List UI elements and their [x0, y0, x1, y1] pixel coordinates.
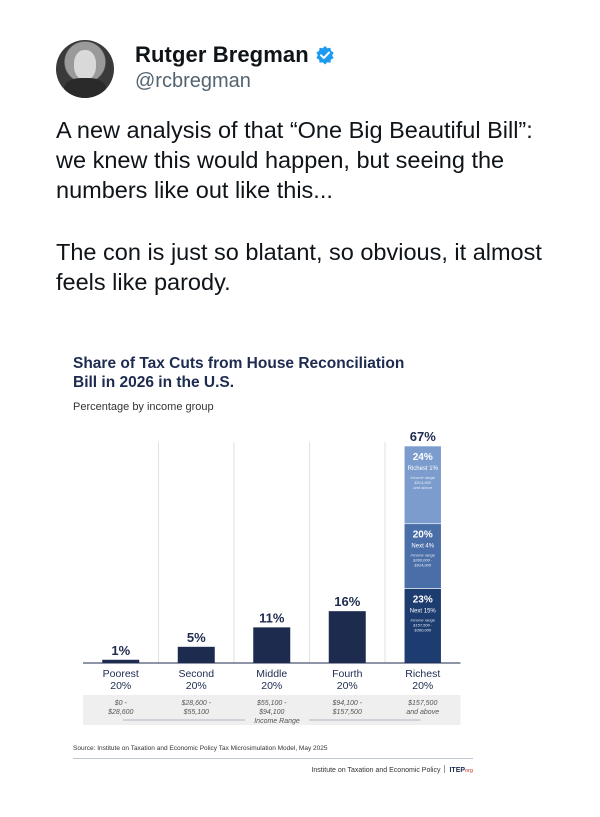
income-range-line: and above	[406, 709, 440, 716]
segment-group-label: Richest 1%	[407, 466, 438, 472]
segment-range-line: $914,900	[414, 562, 432, 568]
income-range-line: $28,600 -	[181, 700, 212, 707]
category-label: Middle	[256, 668, 288, 680]
bar-chart	[73, 350, 493, 740]
segment-range-line: and above	[413, 485, 433, 490]
segment-group-label: Next 4%	[411, 543, 435, 550]
footer-brand	[311, 765, 473, 774]
category-share-label: 20%	[412, 680, 434, 692]
bar-value-label: 16%	[334, 594, 361, 610]
category-share-label: 20%	[185, 680, 207, 692]
chart-title-line-2: Bill in 2026 in the U.S.	[73, 374, 235, 391]
category-label: Second	[178, 668, 215, 680]
tweet-text	[56, 115, 556, 297]
bar-value-label: 1%	[111, 642, 131, 658]
income-range-line: $28,600	[108, 709, 134, 716]
tweet-paragraph-2: The con is just so blatant, so obvious, it almost feels like parody.	[56, 239, 542, 295]
income-range-label: Income Range	[254, 718, 300, 725]
bar-value-label: 5%	[186, 629, 206, 645]
itep-logo-suffix: org	[465, 768, 473, 774]
footer-separator	[444, 765, 445, 773]
bar-second	[178, 647, 215, 663]
category-share-label: 20%	[110, 680, 132, 692]
segment-group-label: Next 15%	[409, 608, 436, 615]
segment-range-line: $360,000	[414, 627, 432, 633]
tweet-paragraph-1: A new analysis of that “One Big Beautiful Bill”: we knew this would happen, but seeing the numbers like out like this...	[56, 117, 533, 203]
verified-badge-icon	[315, 45, 335, 65]
avatar[interactable]	[56, 40, 114, 98]
income-range-line: $157,500	[408, 700, 438, 707]
itep-logo: ITEP	[449, 767, 466, 774]
segment-range-caption: Income range	[410, 475, 435, 480]
segment-value-label: 20%	[412, 529, 433, 541]
income-range-line: $55,100 -	[256, 700, 287, 707]
segment-range-caption: Income range	[410, 552, 435, 558]
bar-value-label: 11%	[259, 610, 285, 626]
segment-value-label: 23%	[412, 594, 433, 606]
name-row	[135, 42, 335, 68]
bar-value-label: 67%	[409, 429, 436, 444]
category-share-label: 20%	[261, 680, 283, 692]
chart-title-line-1: Share of Tax Cuts from House Reconciliation	[73, 355, 405, 372]
source-divider	[73, 758, 473, 759]
tweet-header	[56, 40, 576, 100]
segment-range-line: $157,500 -	[413, 622, 433, 628]
segment-range-line: $914,900	[414, 480, 432, 485]
chart-image[interactable]	[73, 350, 493, 780]
income-range-line: $94,100 -	[332, 700, 363, 707]
category-label: Fourth	[332, 668, 363, 680]
footer-org-name: Institute on Taxation and Economic Policy	[311, 767, 441, 774]
category-label: Poorest	[102, 668, 139, 680]
user-handle[interactable]: @rcbregman	[135, 70, 251, 92]
bar-fourth	[329, 611, 366, 663]
income-range-line: $0 -	[114, 700, 127, 707]
chart-subtitle: Percentage by income group	[73, 401, 214, 413]
segment-range-caption: Income range	[410, 617, 435, 623]
category-share-label: 20%	[336, 680, 358, 692]
segment-value-label: 24%	[412, 452, 433, 463]
income-range-line: $55,100	[183, 709, 209, 716]
avatar-body	[64, 78, 106, 98]
chart-source: Source: Institute on Taxation and Economic Policy Tax Microsimulation Model, May 2025	[73, 745, 328, 752]
category-label: Richest	[405, 668, 441, 680]
income-range-line: $94,100	[259, 709, 285, 716]
bar-middle	[253, 627, 290, 663]
display-name[interactable]: Rutger Bregman	[135, 42, 309, 67]
avatar-face	[74, 50, 96, 80]
income-range-line: $157,500	[332, 709, 362, 716]
segment-range-line: $360,000 -	[413, 557, 433, 563]
